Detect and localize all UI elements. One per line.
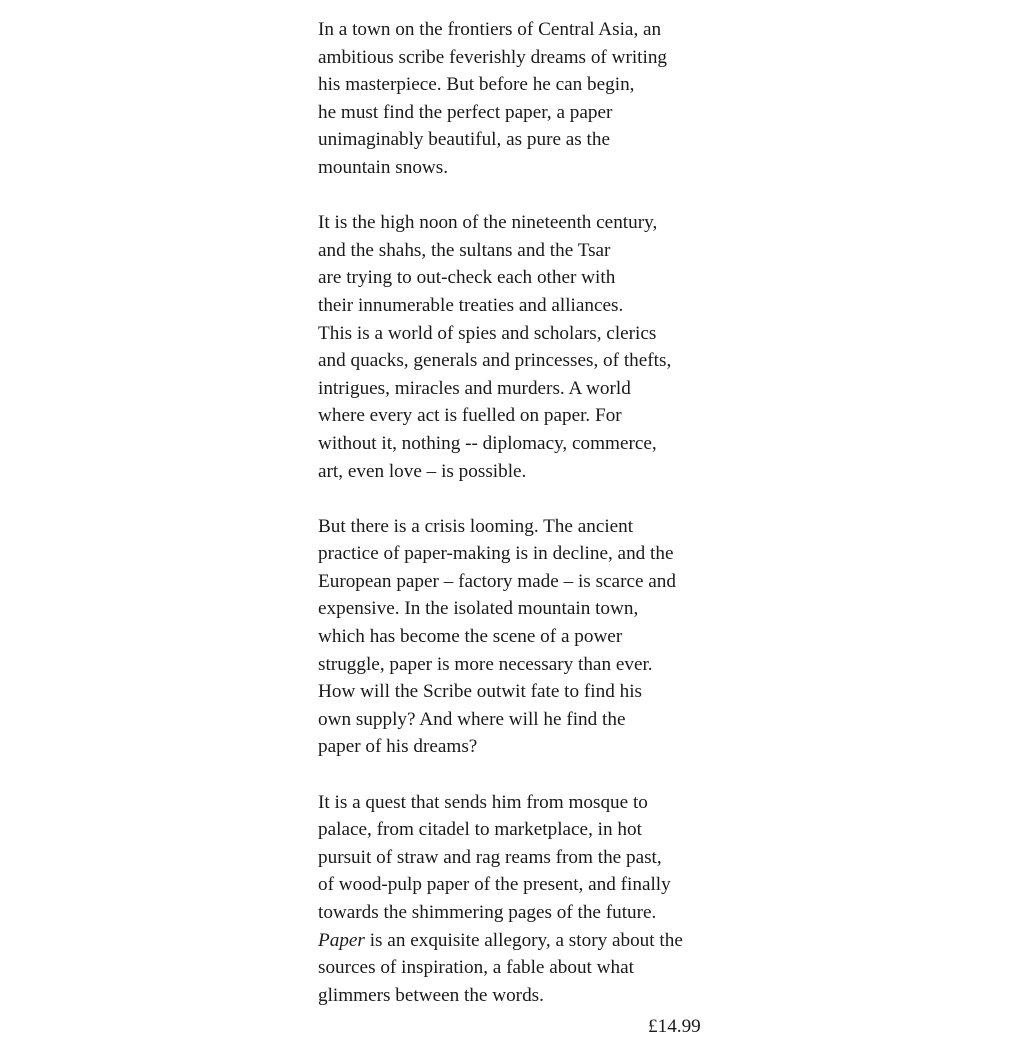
text-line: This is a world of spies and scholars, clerics (318, 322, 657, 344)
text-line: palace, from citadel to marketplace, in hot (318, 819, 642, 841)
text-line: In a town on the frontiers of Central Asia, an (318, 19, 662, 40)
text-line: ambitious scribe feverishly dreams of writing (318, 46, 668, 68)
text-line: It is the high noon of the nineteenth century, (318, 212, 658, 234)
text-line: are trying to out-check each other with (318, 267, 616, 289)
text-line: of wood-pulp paper of the present, and finally (318, 874, 671, 896)
price-label: £14.99 (648, 1016, 701, 1037)
text-line: without it, nothing -- diplomacy, commerce, (318, 432, 657, 454)
text-line: It is a quest that sends him from mosque to (318, 791, 648, 813)
paragraph-2 (318, 209, 738, 485)
book-title-italic: Paper (318, 929, 365, 951)
text-line: practice of paper-making is in decline, and the (318, 543, 674, 565)
text-line: struggle, paper is more necessary than ever. (318, 653, 653, 675)
paragraph-4 (318, 789, 738, 1010)
text-line: But there is a crisis looming. The ancient (318, 515, 634, 537)
text-line: unimaginably beautiful, as pure as the (318, 129, 610, 151)
text-line: which has become the scene of a power (318, 626, 623, 648)
text-line: his masterpiece. But before he can begin, (318, 74, 635, 96)
text-line: mountain snows. (318, 156, 449, 178)
text-line: sources of inspiration, a fable about what (318, 957, 634, 979)
paragraph-3 (318, 513, 738, 761)
text-line (318, 927, 738, 955)
text-line: their innumerable treaties and alliances. (318, 294, 624, 316)
text-line: expensive. In the isolated mountain town, (318, 598, 639, 620)
paragraph-1 (318, 16, 738, 182)
text-line: own supply? And where will he find the (318, 708, 626, 730)
blurb-text (318, 16, 738, 1037)
text-line: he must find the perfect paper, a paper (318, 101, 613, 123)
text-line: How will the Scribe outwit fate to find his (318, 681, 643, 703)
text-line: pursuit of straw and rag reams from the past, (318, 846, 662, 868)
text-fragment: is an exquisite allegory, a story about the (364, 929, 683, 951)
text-line: glimmers between the words. (318, 984, 544, 1006)
text-line: intrigues, miracles and murders. A world (318, 377, 631, 399)
text-line: towards the shimmering pages of the future. (318, 902, 657, 923)
text-line: European paper – factory made – is scarce and (318, 570, 676, 592)
text-line: where every act is fuelled on paper. For (318, 405, 622, 427)
text-line: and quacks, generals and princesses, of thefts, (318, 350, 672, 372)
text-line: paper of his dreams? (318, 736, 478, 758)
text-line: and the shahs, the sultans and the Tsar (318, 239, 611, 261)
text-line: art, even love – is possible. (318, 460, 527, 482)
